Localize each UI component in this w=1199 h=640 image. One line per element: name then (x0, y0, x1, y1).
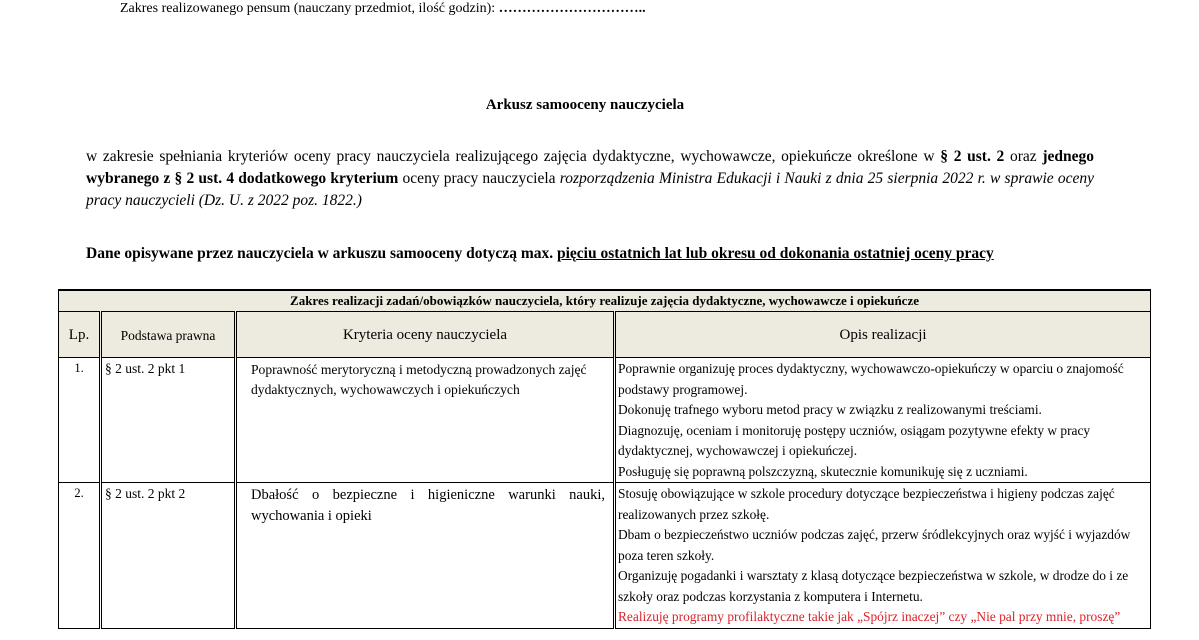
row-opis (615, 483, 1151, 629)
opis-line: Poprawnie organizuję proces dydaktyczny, wychowawczo-opiekuńczy w oparciu o znajomość podstawy programowej. (618, 361, 1124, 397)
intro-extra-criterion: jednego wybranego z § 2 ust. 4 dodatkowego kryterium (86, 148, 1094, 187)
assessment-table (58, 289, 1150, 629)
table-band-title: Zakres realizacji zadań/obowiązków nauczyciela, który realizuje zajęcia dydaktyczne, wychowawcze i opiekuńcze (59, 290, 1151, 312)
intro-text-c: oraz (1004, 148, 1043, 165)
col-header-podstawa: Podstawa prawna (101, 312, 236, 358)
intro-regulation: rozporządzenia Ministra Edukacji i Nauki z dnia 25 sierpnia 2022 r. w sprawie oceny pracy nauczycieli (Dz. U. z 2022 poz. 1822.) (86, 170, 1094, 209)
row-kryteria: Poprawność merytoryczną i metodyczną prowadzonych zajęć dydaktycznych, wychowawczych i opiekuńczych (236, 358, 615, 483)
opis-line: Stosuję obowiązujące w szkole procedury dotyczące bezpieczeństwa i higieny podczas zajęć realizowanych przez szkołę. (618, 486, 1115, 522)
row-opis (615, 358, 1151, 483)
intro-text-a: w zakresie spełniania kryteriów oceny pracy nauczyciela realizującego zajęcia dydaktyczne, wychowawcze, opiekuńcze określone w (86, 148, 941, 165)
opis-line: Dbam o bezpieczeństwo uczniów podczas zajęć, przerw śródlekcyjnych oraz wyjść i wyjazdów poza teren szkoły. (618, 527, 1131, 563)
row-lp: 1. (59, 358, 101, 483)
pensum-label: Zakres realizowanego pensum (nauczany przedmiot, ilość godzin): (120, 1, 496, 16)
scope-note-text: Dane opisywane przez nauczyciela w arkuszu samooceny dotyczą max. (86, 245, 557, 262)
opis-line: Posługuję się poprawną polszczyzną, skutecznie komunikuję się z uczniami. (618, 463, 1028, 479)
scope-note-period: pięciu ostatnich lat lub okresu od dokonania ostatniej oceny pracy (556, 245, 994, 262)
pensum-dots: ………………………….. (498, 1, 646, 16)
table-row (59, 358, 1151, 483)
opis-line: Organizuję pogadanki i warsztaty z klasą dotyczące bezpieczeństwa w szkole, w drodze do i ze szkoły oraz podczas korzystania z komputera i Internetu. (618, 568, 1129, 604)
row-podstawa: § 2 ust. 2 pkt 1 (101, 358, 236, 483)
row-lp: 2. (59, 483, 101, 629)
col-header-lp: Lp. (59, 312, 101, 358)
document-title: Arkusz samooceny nauczyciela (485, 97, 685, 113)
pensum-line (120, 1, 646, 17)
opis-line: Dokonuję trafnego wyboru metod pracy w związku z realizowanymi treściami. (618, 402, 1042, 417)
row-podstawa: § 2 ust. 2 pkt 2 (101, 483, 236, 629)
col-header-opis: Opis realizacji (615, 312, 1151, 358)
intro-paragraph-ref: § 2 ust. 2 (940, 148, 1005, 165)
scope-note (86, 245, 994, 263)
intro-paragraph (86, 146, 1094, 212)
row-kryteria: Dbałość o bezpieczne i higieniczne warunki nauki, wychowania i opieki (236, 483, 615, 629)
opis-line: Diagnozuję, oceniam i monitoruję postępy uczniów, osiągam pozytywne efekty w pracy dydaktycznej, wychowawczej i opiekuńczej. (618, 422, 1091, 458)
col-header-kryteria: Kryteria oceny nauczyciela (236, 312, 615, 358)
opis-line-highlight: Realizuję programy profilaktyczne takie jak „Spójrz inaczej” czy „Nie pal przy mnie, proszę” (618, 609, 1121, 624)
table-row (59, 483, 1151, 629)
intro-text-e: oceny pracy nauczyciela (398, 170, 560, 187)
